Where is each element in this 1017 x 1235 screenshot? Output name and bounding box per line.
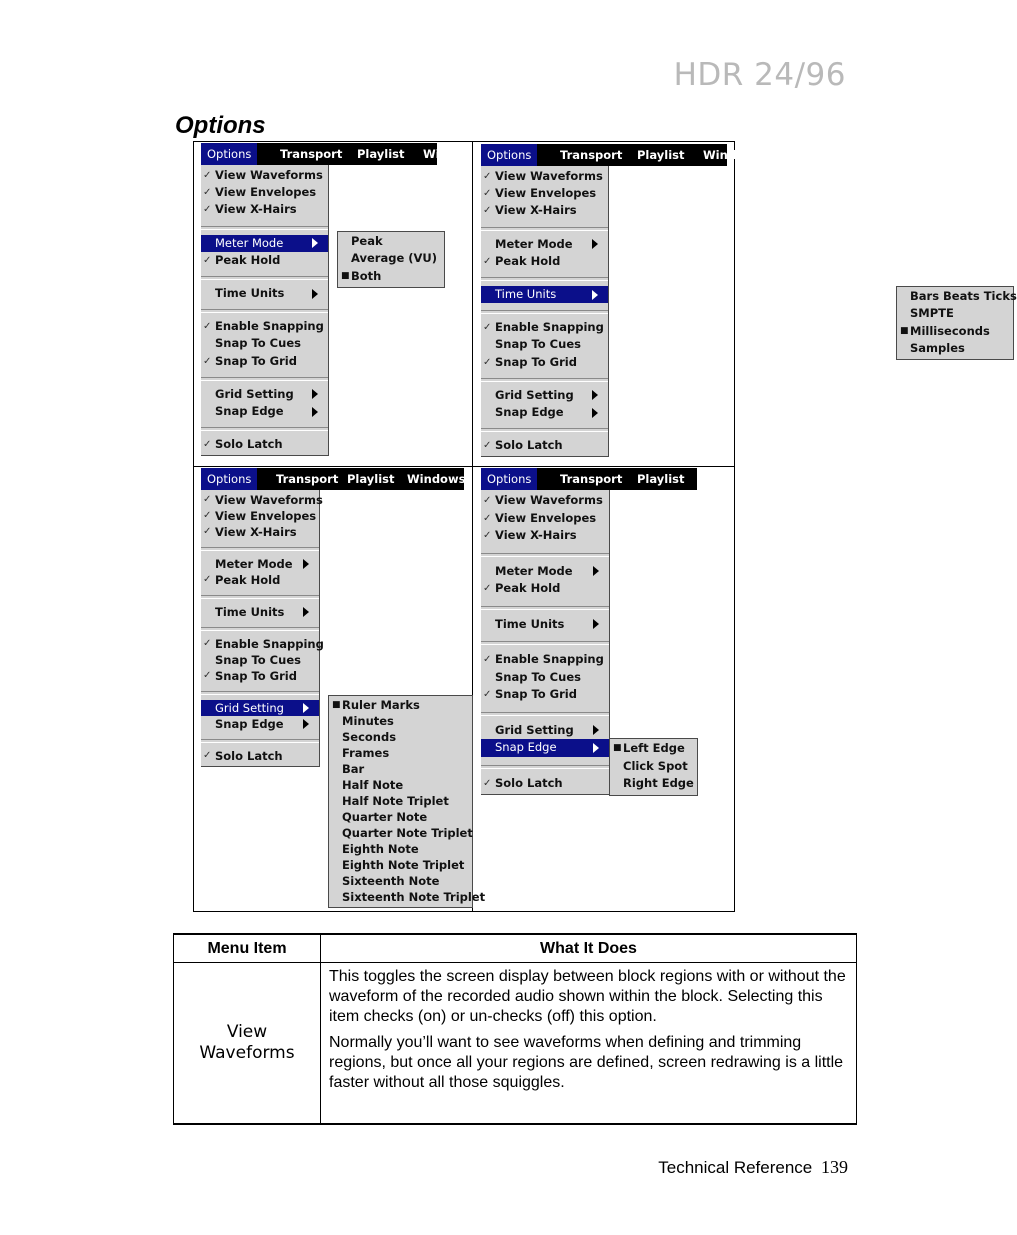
table-header-row — [174, 934, 857, 963]
options-dropdown — [201, 165, 329, 456]
menu-item-view-waveforms[interactable] — [201, 167, 328, 184]
menu-item-view-x-hairs[interactable] — [201, 524, 319, 540]
submenu — [896, 286, 1017, 360]
menu-item-label: Snap To Grid — [495, 354, 577, 369]
menu-item-view-x-hairs[interactable] — [201, 201, 328, 218]
menu-item-time-units[interactable] — [481, 286, 608, 303]
menu-separator — [201, 427, 328, 431]
submenu-item-label: SMPTE — [910, 306, 954, 321]
menu-item-view-waveforms[interactable] — [201, 492, 323, 508]
menu-bar-item-transport[interactable]: Transport — [560, 472, 623, 486]
page-number: 139 — [821, 1157, 848, 1177]
menu-item-label: Solo Latch — [495, 438, 563, 453]
menu-item-label: Grid Setting — [215, 701, 284, 715]
check-icon: ✓ — [483, 188, 492, 200]
menu-item-label: View X-Hairs — [495, 203, 577, 218]
submenu-item-bars-beats-ticks[interactable] — [897, 288, 1017, 305]
menu-item-label: Time Units — [215, 286, 285, 300]
submenu-item-label: Half Note Triplet — [342, 794, 449, 808]
menu-item-label: Solo Latch — [495, 775, 563, 790]
menu-item-label: Snap To Grid — [215, 353, 297, 368]
submenu-item-label: Click Spot — [623, 758, 688, 773]
page-footer — [658, 1157, 848, 1178]
menu-item-label: Meter Mode — [215, 235, 284, 250]
menu-item-label: Snap To Cues — [215, 336, 301, 351]
submenu — [337, 231, 445, 288]
menu-item-label: View Waveforms — [215, 493, 323, 507]
submenu-item-bar[interactable] — [329, 761, 472, 777]
menu-item-snap-to-cues[interactable] — [201, 652, 319, 668]
screenshots-frame — [193, 141, 1017, 912]
menu-item-label: View Waveforms — [495, 493, 603, 507]
menu-separator — [481, 378, 608, 382]
menu-item-label: Meter Mode — [215, 557, 293, 571]
submenu-item-label: Right Edge — [623, 776, 694, 790]
submenu-item-left-edge[interactable] — [610, 740, 697, 758]
menu-bar-item-options[interactable]: Options — [201, 468, 257, 490]
menu-separator — [481, 641, 609, 645]
submenu-item-label: Minutes — [342, 714, 394, 728]
menu-separator — [201, 276, 328, 280]
check-icon: ✓ — [203, 638, 212, 649]
options-dropdown — [481, 490, 610, 795]
check-icon: ✓ — [203, 494, 212, 505]
menu-bar — [201, 143, 440, 165]
menu-item-grid-setting[interactable] — [481, 387, 608, 404]
menu-item-meter-mode[interactable] — [201, 556, 319, 572]
menu-item-meter-mode[interactable] — [201, 235, 328, 252]
check-icon: ✓ — [483, 356, 492, 368]
submenu-item-quarter-note-triplet[interactable] — [329, 825, 472, 841]
menu-item-label: Solo Latch — [215, 437, 283, 452]
menu-item-view-envelopes[interactable] — [201, 184, 328, 201]
submenu-item-eighth-note-triplet[interactable] — [329, 857, 472, 873]
submenu-arrow-icon — [592, 408, 598, 418]
submenu-item-peak[interactable] — [338, 233, 444, 250]
menu-item-view-waveforms[interactable] — [481, 168, 608, 185]
menu-item-meter-mode[interactable] — [481, 563, 609, 581]
menu-item-cell — [174, 963, 321, 1124]
submenu — [609, 738, 698, 796]
submenu-arrow-icon — [312, 407, 318, 417]
submenu-arrow-icon — [592, 390, 598, 400]
menu-reference-table — [173, 933, 857, 1125]
menu-bar-item-playlist[interactable]: Playlist — [637, 148, 685, 162]
menu-bar-item-windows[interactable]: Windows — [407, 472, 466, 486]
menu-item-snap-to-cues[interactable] — [481, 336, 608, 353]
submenu-item-label: Quarter Note — [342, 810, 428, 824]
selected-bullet-icon: ■ — [332, 700, 341, 710]
submenu-item-label: Milliseconds — [910, 323, 990, 338]
menu-item-time-units[interactable] — [201, 604, 319, 620]
check-icon: ✓ — [203, 670, 212, 681]
submenu-item-samples[interactable] — [897, 340, 1013, 357]
submenu-item-label: Quarter Note Triplet — [342, 826, 473, 840]
menu-item-label: View Envelopes — [495, 186, 597, 201]
submenu-arrow-icon — [592, 239, 598, 249]
menu-separator — [201, 691, 319, 695]
check-icon: ✓ — [203, 510, 212, 521]
menu-bar-item-options[interactable]: Options — [481, 468, 537, 490]
submenu-item-half-note-triplet[interactable] — [329, 793, 472, 809]
selected-bullet-icon: ■ — [613, 743, 622, 753]
submenu-item-label: Sixteenth Note Triplet — [342, 890, 486, 904]
menu-item-enable-snapping[interactable] — [201, 636, 324, 652]
frame-divider-horizontal — [194, 466, 734, 467]
submenu-item-label: Bar — [342, 762, 365, 776]
table-row — [174, 963, 857, 1124]
submenu-item-label: Both — [351, 268, 382, 283]
menu-item-label: Grid Setting — [215, 386, 294, 401]
section-title: Options — [175, 112, 266, 139]
menu-item-label: View X-Hairs — [215, 525, 297, 539]
menu-item-snap-edge[interactable] — [201, 403, 328, 420]
menu-item-label: Snap To Cues — [495, 337, 581, 352]
submenu-item-label: Eighth Note Triplet — [342, 858, 465, 872]
menu-separator — [201, 595, 319, 599]
submenu-arrow-icon — [312, 238, 318, 248]
check-icon: ✓ — [483, 654, 492, 665]
submenu-item-frames[interactable] — [329, 745, 472, 761]
menu-item-peak-hold[interactable] — [201, 572, 319, 588]
menu-item-label: Peak Hold — [495, 253, 561, 268]
menu-item-label: Meter Mode — [495, 236, 573, 251]
menu-bar-item-transport[interactable]: Transport — [280, 147, 343, 161]
menu-bar-item-transport[interactable]: Transport — [276, 472, 339, 486]
submenu-item-label: Half Note — [342, 778, 404, 792]
menu-separator — [201, 226, 328, 230]
selected-bullet-icon: ■ — [900, 325, 909, 336]
submenu — [328, 695, 486, 908]
footer-section: Technical Reference — [658, 1158, 813, 1177]
menu-item-peak-hold[interactable] — [481, 580, 609, 598]
submenu-arrow-icon — [303, 719, 309, 729]
menu-item-label: Snap Edge — [495, 740, 557, 754]
menu-item-time-units[interactable] — [481, 616, 609, 634]
check-icon: ✓ — [203, 574, 212, 585]
menu-item-snap-edge[interactable] — [201, 716, 319, 732]
menu-item-view-envelopes[interactable] — [481, 185, 608, 202]
menu-bar — [481, 144, 737, 166]
menu-item-view-x-hairs[interactable] — [481, 202, 608, 219]
menu-item-snap-to-cues[interactable] — [201, 335, 328, 352]
check-icon: ✓ — [203, 170, 212, 181]
menu-item-snap-to-grid[interactable] — [481, 686, 609, 704]
menu-item-enable-snapping[interactable] — [481, 651, 609, 669]
check-icon: ✓ — [483, 512, 492, 524]
menu-item-label: View Envelopes — [495, 510, 597, 525]
menu-item-snap-to-grid[interactable] — [481, 354, 608, 371]
check-icon: ✓ — [483, 689, 492, 700]
menu-item-label: Enable Snapping — [495, 652, 604, 666]
description-paragraph: Normally you’ll want to see waveforms when defining and trimming regions, but once all your regions are defined, screen redrawing is a little faster without all those squiggles. — [329, 1034, 844, 1091]
check-icon: ✓ — [483, 255, 492, 267]
submenu-item-smpte[interactable] — [897, 305, 1013, 322]
check-icon: ✓ — [203, 439, 212, 451]
submenu-arrow-icon — [312, 389, 318, 399]
submenu-item-quarter-note[interactable] — [329, 809, 472, 825]
submenu-item-label: Left Edge — [623, 741, 685, 755]
menu-separator — [481, 553, 609, 557]
menu-item-label: Solo Latch — [215, 749, 283, 763]
menu-item-label: Snap Edge — [495, 405, 564, 419]
submenu-item-sixteenth-note-triplet[interactable] — [329, 889, 486, 905]
submenu-item-average-vu-[interactable] — [338, 250, 444, 267]
submenu-item-eighth-note[interactable] — [329, 841, 472, 857]
submenu-item-click-spot[interactable] — [610, 758, 697, 776]
menu-item-label: View Waveforms — [495, 169, 603, 183]
check-icon: ✓ — [483, 495, 492, 506]
menu-item-label: Snap Edge — [215, 717, 284, 731]
check-icon: ✓ — [203, 355, 212, 367]
menu-item-peak-hold[interactable] — [481, 253, 608, 270]
options-dropdown — [481, 166, 609, 457]
menu-item-label: Grid Setting — [495, 722, 574, 737]
menu-item-label: Enable Snapping — [215, 637, 324, 651]
submenu-item-label: Bars Beats Ticks — [910, 289, 1017, 303]
menu-bar — [201, 468, 464, 490]
menu-separator — [481, 606, 609, 610]
menu-item-label: Peak Hold — [215, 252, 281, 267]
menu-item-label: Peak Hold — [215, 573, 281, 587]
menu-item-grid-setting[interactable] — [201, 386, 328, 403]
menu-item-snap-edge[interactable] — [481, 739, 609, 757]
menu-separator — [481, 277, 608, 281]
menu-item-snap-to-cues[interactable] — [481, 669, 609, 687]
submenu-item-minutes[interactable] — [329, 713, 472, 729]
product-header: HDR 24/96 — [673, 57, 846, 93]
submenu-arrow-icon — [593, 725, 599, 735]
menu-item-peak-hold[interactable] — [201, 252, 328, 269]
menu-item-view-envelopes[interactable] — [201, 508, 319, 524]
menu-item-enable-snapping[interactable] — [481, 319, 608, 336]
menu-item-label: Enable Snapping — [215, 319, 324, 334]
menu-separator — [201, 377, 328, 381]
menu-separator — [481, 227, 608, 231]
submenu-item-seconds[interactable] — [329, 729, 472, 745]
submenu-item-label: Frames — [342, 746, 390, 760]
menu-bar — [481, 468, 697, 490]
submenu-item-sixteenth-note[interactable] — [329, 873, 472, 889]
menu-separator — [481, 765, 609, 769]
submenu-arrow-icon — [303, 559, 309, 569]
menu-item-label: View Envelopes — [215, 509, 317, 523]
submenu-item-ruler-marks[interactable] — [329, 697, 472, 713]
submenu-item-label: Eighth Note — [342, 842, 419, 856]
submenu-item-half-note[interactable] — [329, 777, 472, 793]
menu-bar-item-wi[interactable]: Wi — [423, 147, 440, 161]
check-icon: ✓ — [483, 322, 492, 334]
menu-item-label: Grid Setting — [495, 387, 574, 402]
menu-item-label: Peak Hold — [495, 581, 561, 595]
header-menu-item: Menu Item — [174, 934, 321, 963]
menu-item-grid-setting[interactable] — [481, 722, 609, 740]
menu-item-label: Snap Edge — [215, 404, 284, 418]
check-icon: ✓ — [203, 321, 212, 333]
menu-separator — [481, 428, 608, 432]
menu-item-meter-mode[interactable] — [481, 236, 608, 253]
menu-item-name: View Waveforms — [199, 1021, 295, 1063]
menu-separator — [201, 627, 319, 631]
submenu-item-label: Samples — [910, 340, 965, 355]
menu-separator — [201, 739, 319, 743]
menu-item-solo-latch[interactable] — [481, 775, 609, 793]
check-icon: ✓ — [483, 777, 492, 789]
description-cell — [321, 963, 857, 1124]
submenu-item-label: Average (VU) — [351, 251, 438, 266]
header-what-it-does: What It Does — [321, 934, 857, 963]
submenu-arrow-icon — [312, 289, 318, 299]
submenu-arrow-icon — [593, 566, 599, 576]
submenu-item-milliseconds[interactable] — [897, 323, 1013, 340]
menu-item-solo-latch[interactable] — [201, 748, 319, 764]
submenu-arrow-icon — [303, 607, 309, 617]
menu-bar-item-playlist[interactable]: Playlist — [347, 472, 395, 486]
submenu-item-label: Peak — [351, 234, 383, 248]
menu-separator — [481, 310, 608, 314]
menu-item-snap-to-grid[interactable] — [201, 668, 319, 684]
submenu-item-label: Ruler Marks — [342, 698, 420, 712]
menu-separator — [201, 309, 328, 313]
check-icon: ✓ — [203, 187, 212, 199]
check-icon: ✓ — [483, 583, 492, 594]
submenu-arrow-icon — [592, 290, 598, 300]
menu-bar-item-playlist[interactable]: Playlist — [357, 147, 405, 161]
menu-item-label: View X-Hairs — [215, 202, 297, 217]
check-icon: ✓ — [203, 750, 212, 761]
check-icon: ✓ — [483, 171, 492, 182]
menu-item-time-units[interactable] — [201, 285, 328, 302]
submenu-arrow-icon — [593, 743, 599, 753]
menu-bar-item-playlist[interactable]: Playlist — [637, 472, 685, 486]
menu-separator — [201, 547, 319, 551]
menu-item-snap-to-grid[interactable] — [201, 353, 328, 370]
menu-item-view-x-hairs[interactable] — [481, 527, 609, 545]
menu-item-label: Enable Snapping — [495, 320, 604, 335]
submenu-item-label: Seconds — [342, 730, 397, 744]
menu-item-label: Time Units — [495, 287, 557, 301]
description-paragraph: This toggles the screen display between block regions with or without the waveform of the recorded audio shown within the block. Selecting this item checks (on) or un-checks (off) this option. — [329, 968, 846, 1025]
menu-item-grid-setting[interactable] — [201, 700, 319, 716]
check-icon: ✓ — [483, 530, 492, 541]
menu-item-label: Snap To Grid — [495, 687, 577, 701]
submenu-item-both[interactable] — [338, 268, 444, 285]
check-icon: ✓ — [483, 440, 492, 452]
menu-bar-item-transport[interactable]: Transport — [560, 148, 623, 162]
menu-item-snap-edge[interactable] — [481, 404, 608, 421]
menu-item-view-envelopes[interactable] — [481, 510, 609, 528]
menu-item-label: View Waveforms — [215, 168, 323, 182]
menu-bar-item-options[interactable]: Options — [201, 143, 257, 165]
menu-item-label: Time Units — [495, 616, 565, 631]
menu-bar-item-wind[interactable]: Wind — [703, 148, 737, 162]
menu-item-solo-latch[interactable] — [201, 436, 328, 453]
menu-item-label: Snap To Grid — [215, 669, 297, 683]
check-icon: ✓ — [203, 204, 212, 216]
check-icon: ✓ — [203, 254, 212, 266]
menu-item-label: Snap To Cues — [495, 669, 581, 684]
menu-item-label: Meter Mode — [495, 563, 573, 578]
check-icon: ✓ — [203, 526, 212, 537]
submenu-arrow-icon — [303, 703, 309, 713]
menu-item-solo-latch[interactable] — [481, 437, 608, 454]
menu-item-label: Snap To Cues — [215, 653, 301, 667]
menu-item-label: View X-Hairs — [495, 528, 577, 542]
selected-bullet-icon: ■ — [341, 270, 350, 281]
menu-separator — [481, 712, 609, 716]
menu-bar-item-options[interactable]: Options — [481, 144, 537, 166]
menu-item-enable-snapping[interactable] — [201, 318, 328, 335]
menu-item-view-waveforms[interactable] — [481, 492, 609, 510]
submenu-item-label: Sixteenth Note — [342, 874, 440, 888]
menu-item-label: View Envelopes — [215, 185, 317, 200]
submenu-arrow-icon — [593, 619, 599, 629]
options-dropdown — [201, 490, 324, 767]
submenu-item-right-edge[interactable] — [610, 775, 697, 793]
menu-item-label: Time Units — [215, 605, 285, 619]
check-icon: ✓ — [483, 205, 492, 217]
